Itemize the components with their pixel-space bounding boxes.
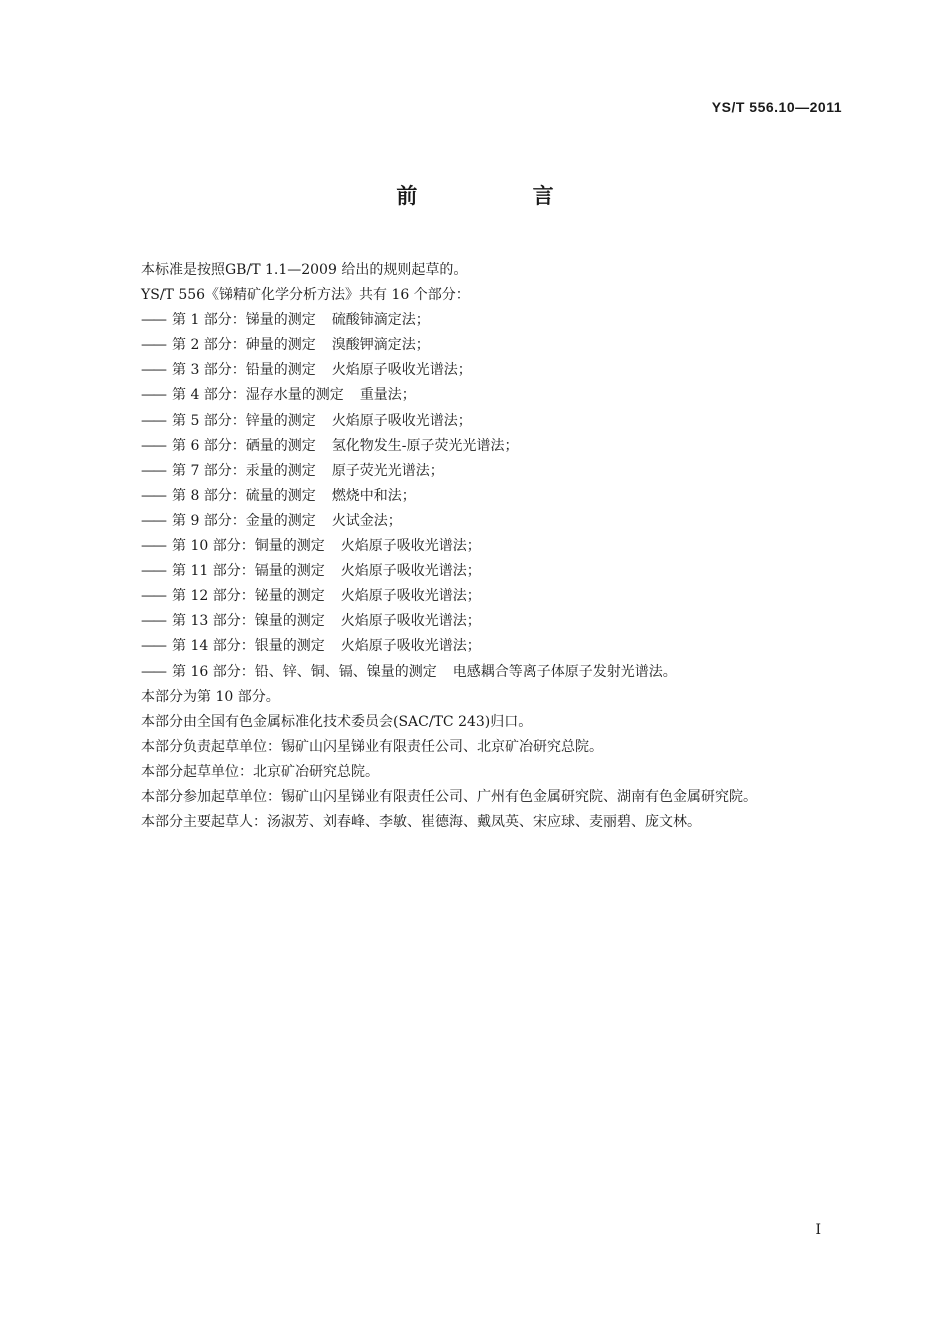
participating-units-statement: 本部分参加起草单位：锡矿山闪星锑业有限责任公司、广州有色金属研究院、湖南有色金属研究院。 bbox=[141, 788, 757, 805]
list-item bbox=[141, 509, 861, 534]
part-label: 第 5 部分：锌量的测定 bbox=[172, 412, 316, 429]
part-method: 火焰原子吸收光谱法； bbox=[340, 563, 481, 580]
em-dash: —— bbox=[141, 312, 165, 329]
intro-paragraph: 本标准是按照GB/T 1.1—2009 给出的规则起草的。 bbox=[141, 262, 468, 278]
list-item bbox=[141, 409, 861, 434]
foreword-body bbox=[141, 258, 861, 835]
part-label: 第 16 部分：铅、锌、铜、镉、镍量的测定 bbox=[172, 663, 437, 680]
part-label: 第 8 部分：硫量的测定 bbox=[172, 487, 316, 504]
list-item bbox=[141, 559, 861, 584]
em-dash: —— bbox=[141, 337, 165, 354]
list-item bbox=[141, 434, 861, 459]
em-dash: —— bbox=[141, 512, 165, 529]
em-dash: —— bbox=[141, 538, 165, 555]
part-method: 原子荧光光谱法； bbox=[331, 462, 444, 479]
list-item bbox=[141, 459, 861, 484]
part-method: 溴酸钾滴定法； bbox=[331, 337, 430, 354]
em-dash: —— bbox=[141, 638, 165, 655]
part-method: 硫酸铈滴定法； bbox=[331, 312, 430, 329]
list-item bbox=[141, 609, 861, 634]
part-label: 第 4 部分：湿存水量的测定 bbox=[172, 387, 344, 404]
part-number-statement: 本部分为第 10 部分。 bbox=[141, 688, 280, 705]
part-label: 第 1 部分：锑量的测定 bbox=[172, 312, 316, 329]
list-item bbox=[141, 634, 861, 659]
page-title: 前 言 bbox=[396, 184, 608, 208]
list-item bbox=[141, 333, 861, 358]
main-drafters-statement: 本部分主要起草人：汤淑芳、刘春峰、李敏、崔德海、戴凤英、宋应球、麦丽碧、庞文林。 bbox=[141, 814, 701, 831]
part-label: 第 12 部分：铋量的测定 bbox=[172, 588, 325, 605]
part-label: 第 9 部分：金量的测定 bbox=[172, 512, 316, 529]
proposed-by-statement: 本部分由全国有色金属标准化技术委员会(SAC/TC 243)归口。 bbox=[141, 713, 533, 730]
standard-number: YS/T 556.10—2011 bbox=[711, 99, 842, 115]
part-label: 第 14 部分：银量的测定 bbox=[172, 638, 325, 655]
part-label: 第 6 部分：硒量的测定 bbox=[172, 437, 316, 454]
em-dash: —— bbox=[141, 588, 165, 605]
part-label: 第 11 部分：镉量的测定 bbox=[172, 563, 325, 580]
list-item bbox=[141, 660, 861, 685]
em-dash: —— bbox=[141, 487, 165, 504]
part-method: 火焰原子吸收光谱法； bbox=[340, 588, 481, 605]
part-label: 第 10 部分：铜量的测定 bbox=[172, 538, 325, 555]
em-dash: —— bbox=[141, 613, 165, 630]
part-label: 第 3 部分：铅量的测定 bbox=[172, 362, 316, 379]
list-item bbox=[141, 534, 861, 559]
part-method: 火试金法； bbox=[331, 512, 402, 529]
list-item bbox=[141, 484, 861, 509]
part-method: 燃烧中和法； bbox=[331, 487, 416, 504]
em-dash: —— bbox=[141, 462, 165, 479]
list-item bbox=[141, 383, 861, 408]
drafting-unit-statement: 本部分起草单位：北京矿冶研究总院。 bbox=[141, 763, 379, 780]
list-item bbox=[141, 584, 861, 609]
part-label: 第 13 部分：镍量的测定 bbox=[172, 613, 325, 630]
part-method: 火焰原子吸收光谱法； bbox=[331, 362, 472, 379]
em-dash: —— bbox=[141, 437, 165, 454]
responsible-unit-statement: 本部分负责起草单位：锡矿山闪星锑业有限责任公司、北京矿冶研究总院。 bbox=[141, 738, 603, 755]
part-method: 火焰原子吸收光谱法； bbox=[340, 638, 481, 655]
part-method: 火焰原子吸收光谱法； bbox=[340, 613, 481, 630]
em-dash: —— bbox=[141, 663, 165, 680]
part-label: 第 2 部分：砷量的测定 bbox=[172, 337, 316, 354]
em-dash: —— bbox=[141, 412, 165, 429]
part-method: 重量法； bbox=[359, 387, 416, 404]
page-number: I bbox=[815, 1222, 821, 1238]
part-label: 第 7 部分：汞量的测定 bbox=[172, 462, 316, 479]
em-dash: —— bbox=[141, 362, 165, 379]
parts-list bbox=[141, 308, 861, 684]
part-method: 电感耦合等离子体原子发射光谱法。 bbox=[452, 663, 677, 680]
intro-paragraph: YS/T 556《锑精矿化学分析方法》共有 16 个部分： bbox=[141, 287, 470, 304]
em-dash: —— bbox=[141, 563, 165, 580]
list-item bbox=[141, 358, 861, 383]
part-method: 火焰原子吸收光谱法； bbox=[331, 412, 472, 429]
list-item bbox=[141, 308, 861, 333]
em-dash: —— bbox=[141, 387, 165, 404]
part-method: 氢化物发生-原子荧光光谱法； bbox=[331, 437, 519, 454]
part-method: 火焰原子吸收光谱法； bbox=[340, 538, 481, 555]
